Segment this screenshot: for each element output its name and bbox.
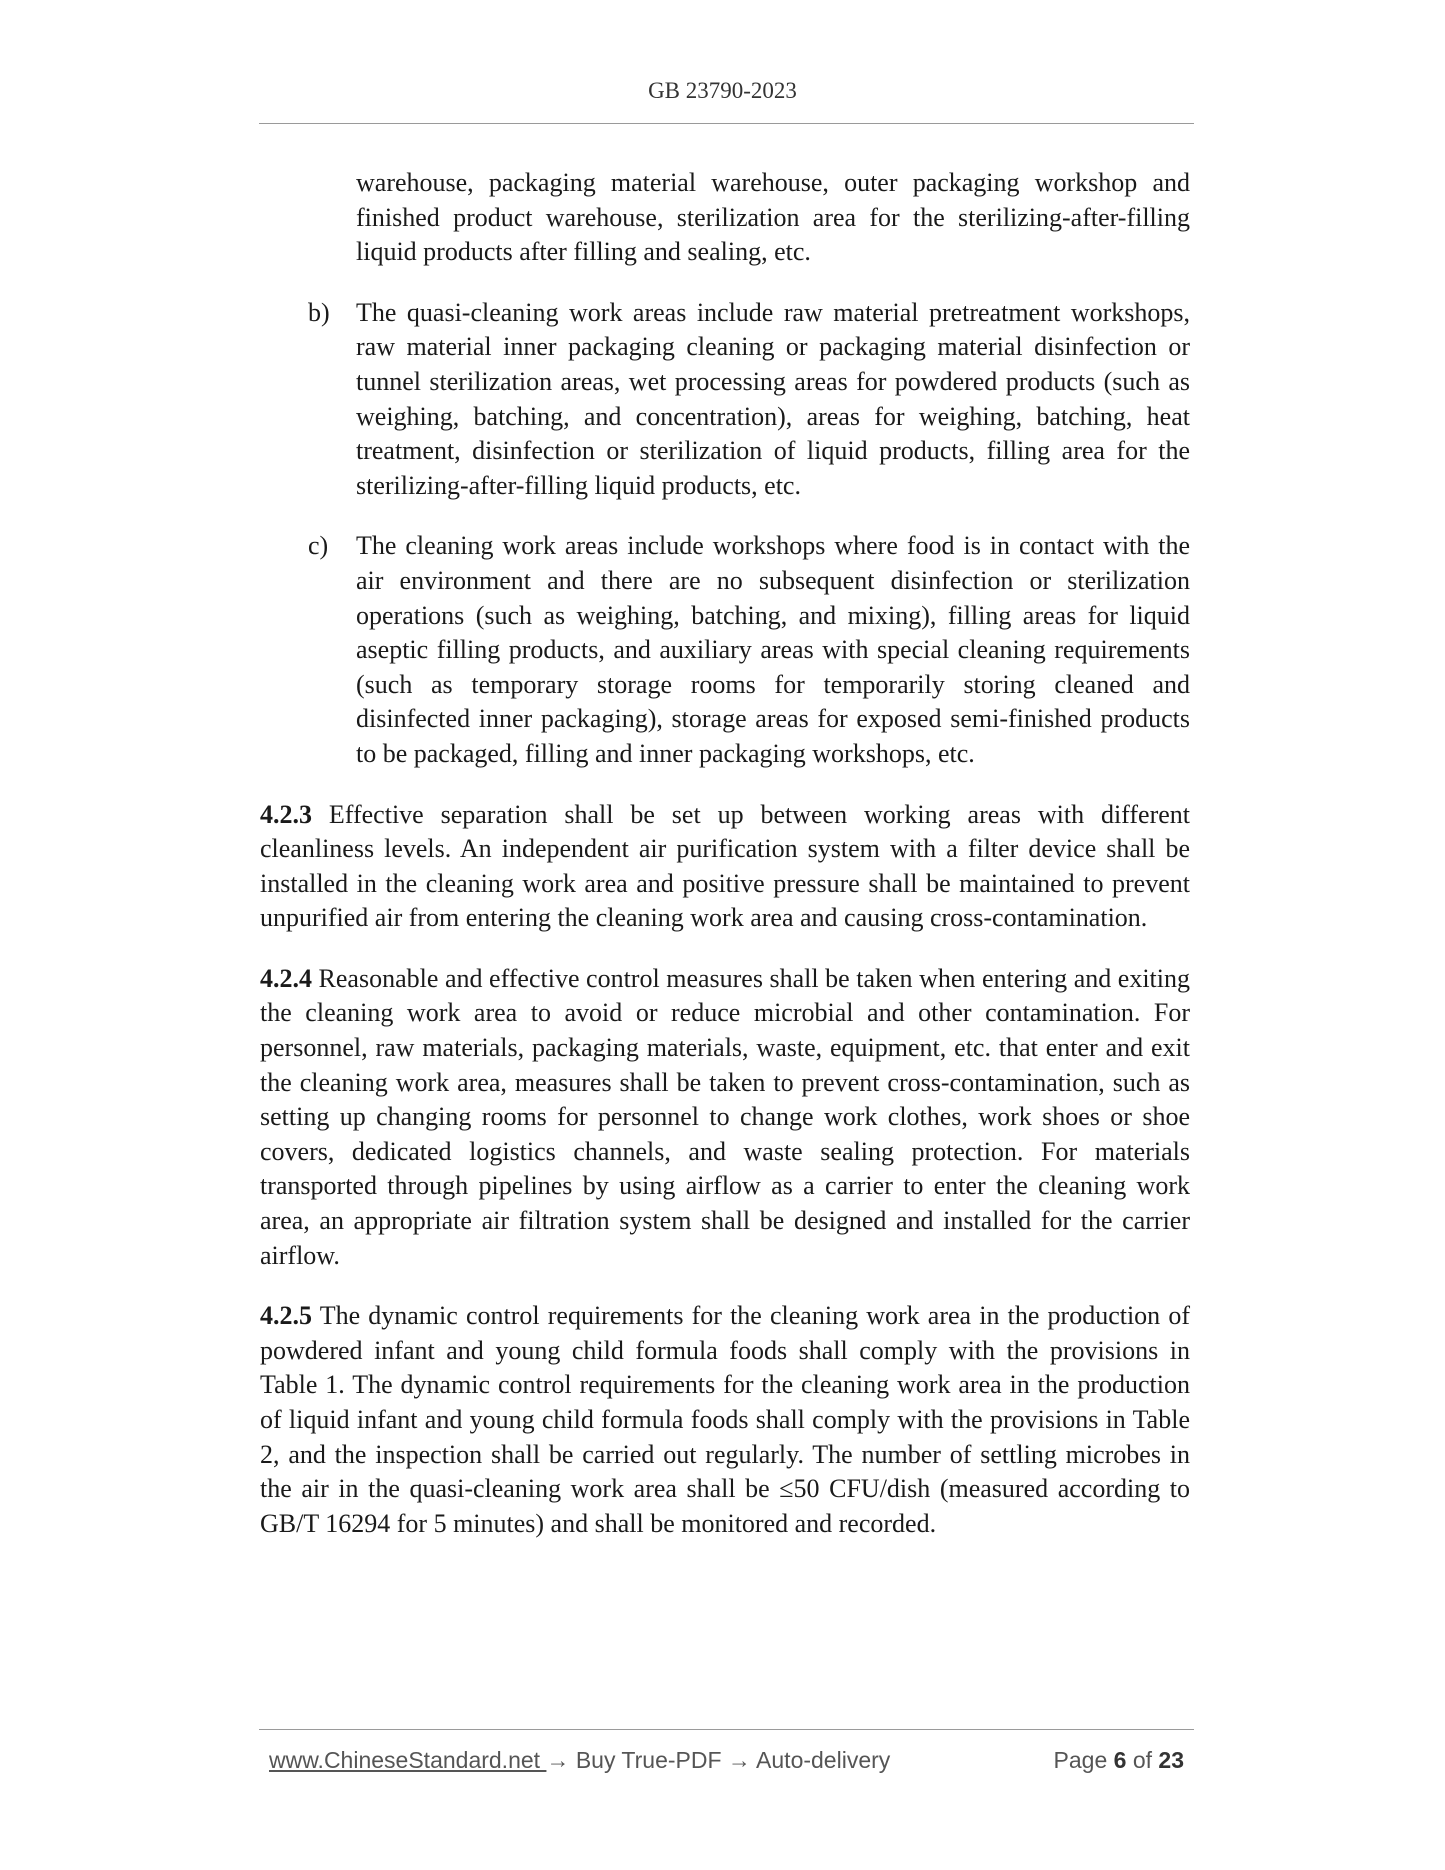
list-item-c xyxy=(260,529,1190,771)
list-item-text: The cleaning work areas include workshops where food is in contact with the air environment and there are no subsequent disinfection or sterilization operations (such as weighing, batching, and mixing), filling areas for liquid aseptic filling products, and auxiliary areas with special cleaning requirements (such as temporary storage rooms for temporarily storing cleaned and disinfected inner packaging), storage areas for exposed semi-finished products to be packaged, filling and inner packaging workshops, etc. xyxy=(356,531,1190,768)
footer-links xyxy=(269,1747,890,1774)
site-link[interactable]: www.ChineseStandard.net xyxy=(269,1747,547,1773)
list-item-b xyxy=(260,296,1190,504)
total-pages: 23 xyxy=(1158,1747,1184,1773)
list-marker: b) xyxy=(308,297,330,327)
clause-4-2-3 xyxy=(260,798,1190,936)
current-page: 6 xyxy=(1113,1747,1127,1773)
clause-number: 4.2.4 xyxy=(260,963,312,993)
page-of-label: of xyxy=(1132,1747,1153,1773)
list-item-text: The quasi-cleaning work areas include raw material pretreatment workshops, raw material inner packaging cleaning or packaging material disinfection or tunnel sterilization areas, wet processing areas for powdered products (such as weighing, batching, and concentration), areas for weighing, batching, heat treatment, disinfection or sterilization of liquid products, filling area for the sterilizing-after-filling liquid products, etc. xyxy=(356,297,1190,500)
clause-number: 4.2.5 xyxy=(260,1301,312,1331)
footer-nav-text: → Buy True-PDF → Auto-delivery xyxy=(546,1747,891,1773)
footer-divider xyxy=(259,1729,1194,1730)
list-marker: c) xyxy=(308,531,329,561)
clause-text: The dynamic control requirements for the cleaning work area in the production of powdered infant and young child formula foods shall comply with the provisions in Table 1. The dynamic control requirements for the cleaning work area in the production of liquid infant and young child formula foods shall comply with the provisions in Table 2, and the inspection shall be carried out regularly. The number of settling microbes in the air in the quasi-cleaning work area shall be ≤50 CFU/dish (measured according to GB/T 16294 for 5 minutes) and shall be monitored and recorded. xyxy=(260,1301,1190,1538)
header-divider xyxy=(259,123,1194,124)
page-label: Page xyxy=(1053,1747,1108,1773)
clause-text: Effective separation shall be set up between working areas with different cleanliness levels. An independent air purification system with a filter device shall be installed in the cleaning work area and positive pressure shall be maintained to prevent unpurified air from entering the cleaning work area and causing cross-contamination. xyxy=(260,799,1190,933)
clause-4-2-5 xyxy=(260,1299,1190,1541)
document-body xyxy=(260,166,1190,1567)
page-header-title: GB 23790-2023 xyxy=(648,78,797,103)
page-number xyxy=(1054,1747,1184,1774)
clause-number: 4.2.3 xyxy=(260,799,312,829)
continuation-paragraph: warehouse, packaging material warehouse, outer packaging workshop and finished product warehouse, sterilization area for the sterilizing-after-filling liquid products after filling and sealing, etc. xyxy=(356,168,1190,267)
clause-4-2-4 xyxy=(260,962,1190,1273)
clause-text: Reasonable and effective control measures shall be taken when entering and exiting the cleaning work area to avoid or reduce microbial and other contamination. For personnel, raw materials, packaging materials, waste, equipment, etc. that enter and exit the cleaning work area, measures shall be taken to prevent cross-contamination, such as setting up changing rooms for personnel to change work clothes, work shoes or shoe covers, dedicated logistics channels, and waste sealing protection. For materials transported through pipelines by using airflow as a carrier to enter the cleaning work area, an appropriate air filtration system shall be designed and installed for the carrier airflow. xyxy=(260,963,1190,1270)
